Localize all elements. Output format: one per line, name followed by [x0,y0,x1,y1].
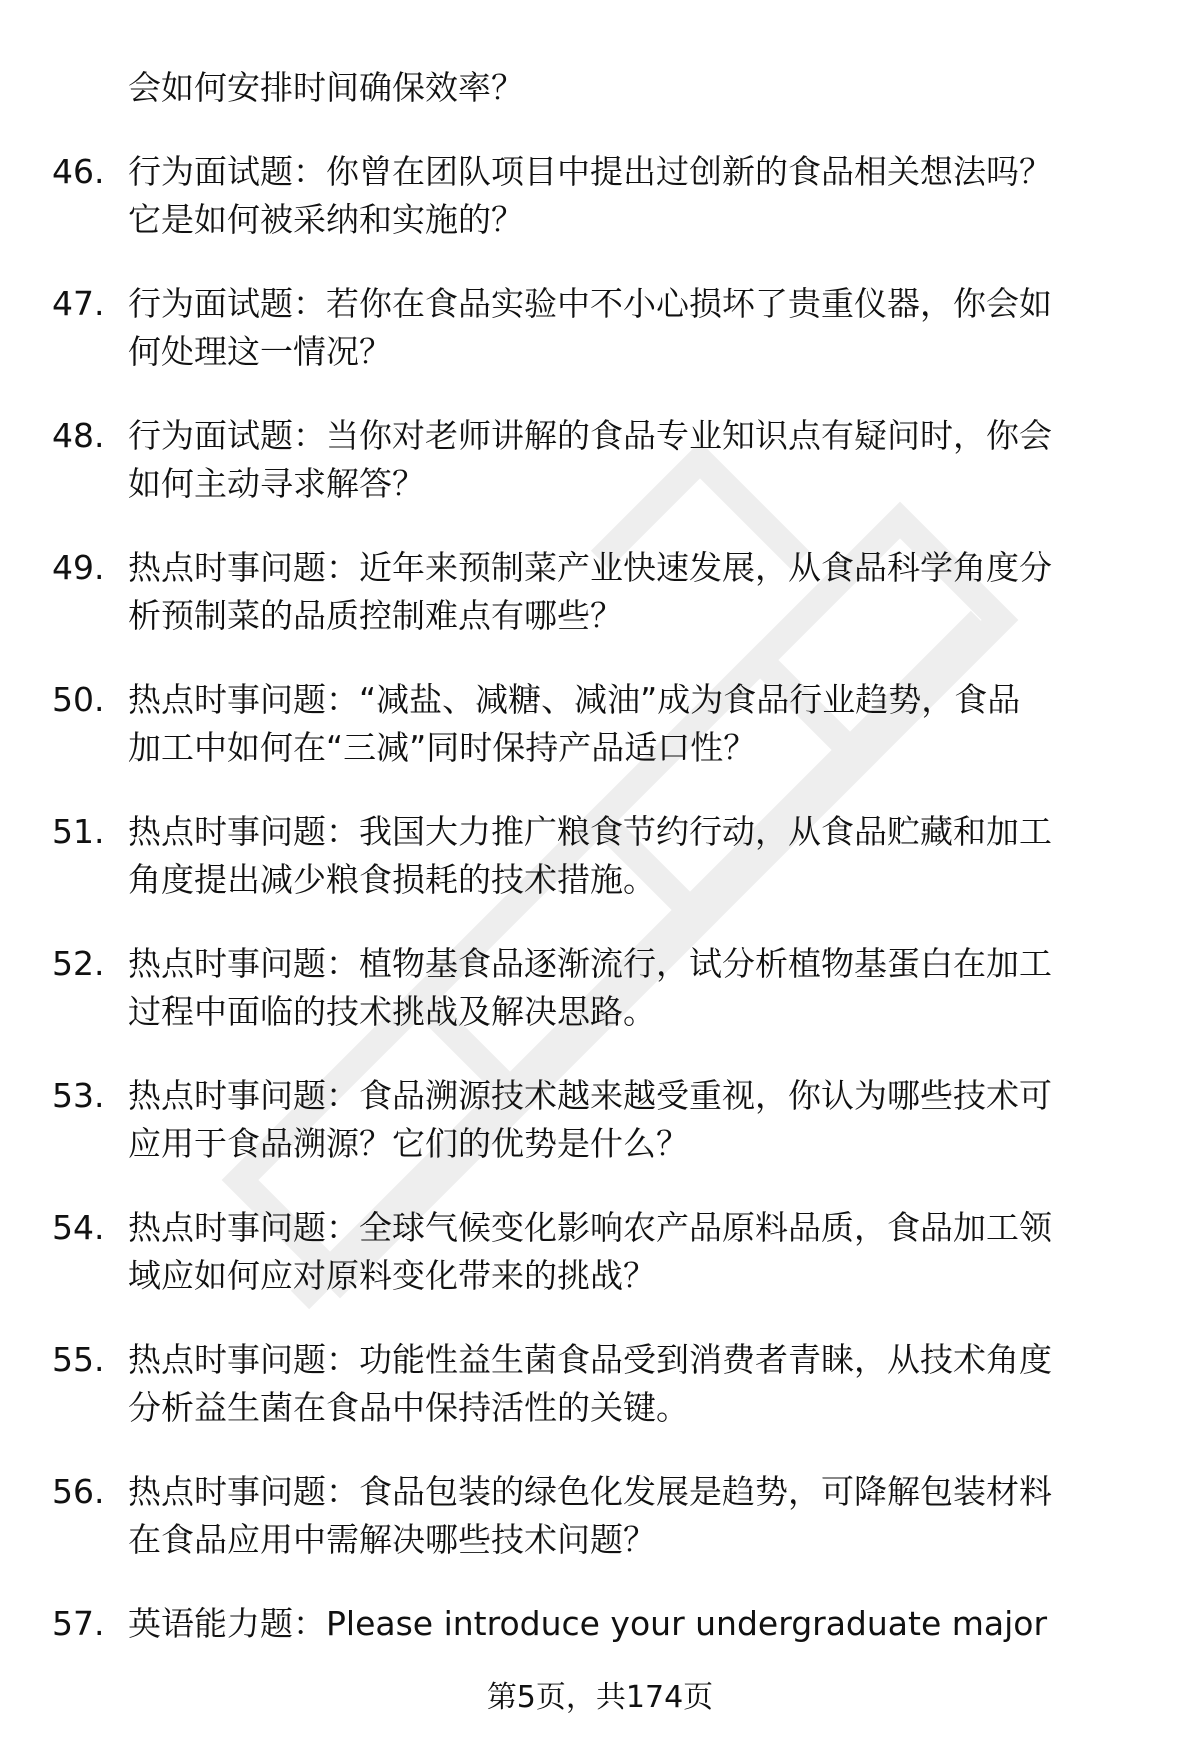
question-text-line: 析预制菜的品质控制难点有哪些？ [128,596,623,635]
question-text-line: 英语能力题：Please introduce your undergraduate major [128,1604,1048,1643]
question-number: 51. [52,812,105,851]
question-text-line: 过程中面临的技术挑战及解决思路。 [128,992,656,1031]
question-item [0,1336,1200,1468]
question-item [0,1468,1200,1600]
question-text-line: 行为面试题：若你在食品实验中不小心损坏了贵重仪器，你会如 [128,284,1052,323]
page-footer: 第5页，共174页 [486,1680,714,1715]
question-item [0,412,1200,544]
question-number: 55. [52,1340,105,1379]
question-text-line: 热点时事问题：全球气候变化影响农产品原料品质，食品加工领 [128,1208,1052,1247]
question-text-line: 如何主动寻求解答？ [128,464,425,503]
question-text-line: 热点时事问题：我国大力推广粮食节约行动，从食品贮藏和加工 [128,812,1052,851]
question-number: 52. [52,944,105,983]
question-number: 50. [52,680,105,719]
question-number: 46. [52,152,105,191]
question-text-line: 行为面试题：你曾在团队项目中提出过创新的食品相关想法吗？ [128,152,1052,191]
question-text-line: 热点时事问题：植物基食品逐渐流行，试分析植物基蛋白在加工 [128,944,1052,983]
question-number: 57. [52,1604,105,1643]
question-number: 54. [52,1208,105,1247]
question-text-line: 热点时事问题：食品包装的绿色化发展是趋势，可降解包装材料 [128,1472,1052,1511]
question-number: 48. [52,416,105,455]
question-item [0,1204,1200,1336]
question-text-line: 域应如何应对原料变化带来的挑战？ [128,1256,656,1295]
question-item [0,940,1200,1072]
question-item [0,676,1200,808]
question-text-line: 热点时事问题：功能性益生菌食品受到消费者青睐，从技术角度 [128,1340,1052,1379]
question-text-line: 在食品应用中需解决哪些技术问题？ [128,1520,656,1559]
continuation-line: 会如何安排时间确保效率？ [128,68,524,107]
question-text-line: 何处理这一情况？ [128,332,392,371]
question-text-line: 热点时事问题：“减盐、减糖、减油”成为食品行业趋势，食品 [128,680,1021,719]
question-text-line: 加工中如何在“三减”同时保持产品适口性？ [128,728,757,767]
question-item [0,808,1200,940]
question-text-line: 角度提出减少粮食损耗的技术措施。 [128,860,656,899]
question-item [0,544,1200,676]
question-number: 47. [52,284,105,323]
question-item [0,280,1200,412]
question-number: 56. [52,1472,105,1511]
question-text-line: 它是如何被采纳和实施的？ [128,200,524,239]
question-number: 49. [52,548,105,587]
question-text-line: 应用于食品溯源？它们的优势是什么？ [128,1124,689,1163]
question-item [0,1072,1200,1204]
question-text-line: 行为面试题：当你对老师讲解的食品专业知识点有疑问时，你会 [128,416,1052,455]
question-item [0,148,1200,280]
question-number: 53. [52,1076,105,1115]
question-text-line: 热点时事问题：近年来预制菜产业快速发展，从食品科学角度分 [128,548,1052,587]
question-text-line: 分析益生菌在食品中保持活性的关键。 [128,1388,689,1427]
question-list [0,148,1200,1732]
question-text-line: 热点时事问题：食品溯源技术越来越受重视，你认为哪些技术可 [128,1076,1052,1115]
